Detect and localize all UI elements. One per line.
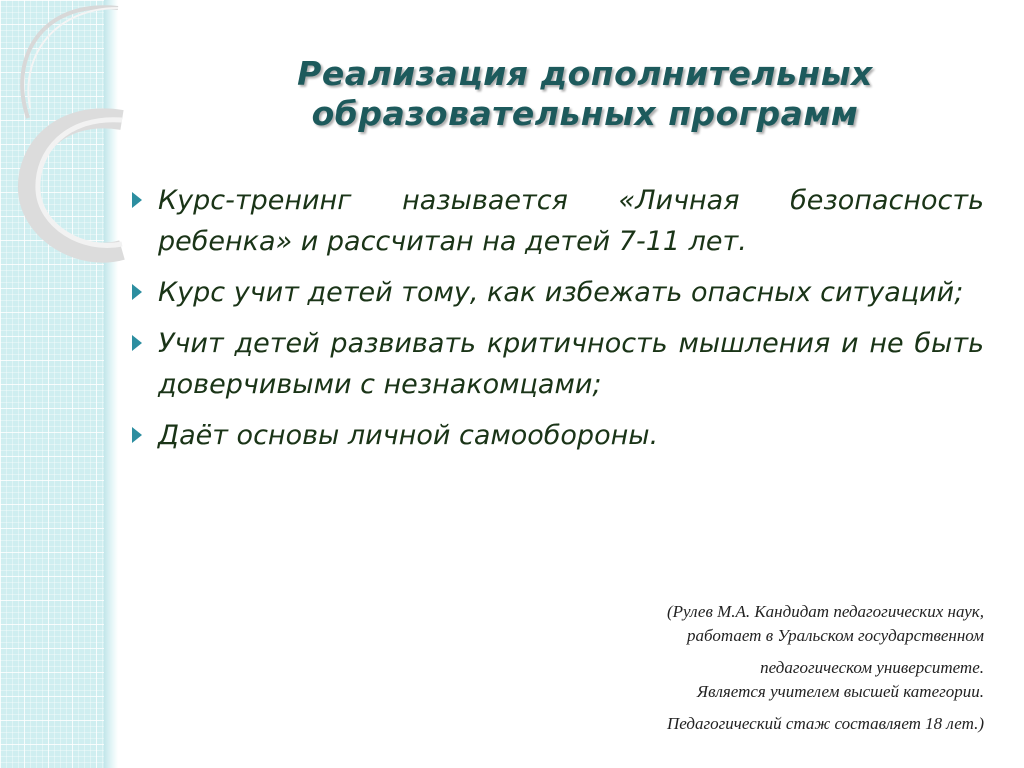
citation-line-1: (Рулев М.А. Кандидат педагогических наук, [666, 602, 984, 621]
triangle-right-icon [132, 427, 142, 443]
bullet-item [132, 323, 984, 405]
ring-arc-thick [28, 118, 122, 252]
bullet-text: Курс-тренинг называется «Личная безопасность ребенка» и рассчитан на детей 7-11 лет. [158, 185, 984, 257]
triangle-right-icon [132, 335, 142, 351]
citation-line-5: Педагогический стаж составляет 18 лет.) [666, 714, 984, 733]
citation-line-4: Является учителем высшей категории. [696, 682, 984, 701]
bullet-text: Курс учит детей тому, как избежать опасных ситуаций; [158, 277, 964, 308]
slide-title [200, 54, 970, 134]
bullet-item [132, 180, 984, 262]
ring-arc-large-highlight [28, 8, 118, 108]
bullet-item [132, 415, 984, 456]
bullet-item [132, 272, 984, 313]
bullet-text: Учит детей развивать критичность мышления и не быть доверчивыми с незнакомцами; [158, 328, 984, 400]
bullet-text: Даёт основы личной самообороны. [158, 420, 659, 451]
title-line-2: образовательных программ [311, 94, 859, 133]
decorative-rings [0, 0, 140, 300]
bullet-list [132, 180, 984, 466]
author-citation [480, 600, 984, 736]
title-line-1: Реализация дополнительных [297, 54, 873, 93]
triangle-right-icon [132, 192, 142, 208]
triangle-right-icon [132, 284, 142, 300]
ring-arc-large [22, 7, 118, 118]
citation-line-3: педагогическом университете. [760, 658, 984, 677]
citation-line-2: работает в Уральском государственном [687, 626, 984, 645]
